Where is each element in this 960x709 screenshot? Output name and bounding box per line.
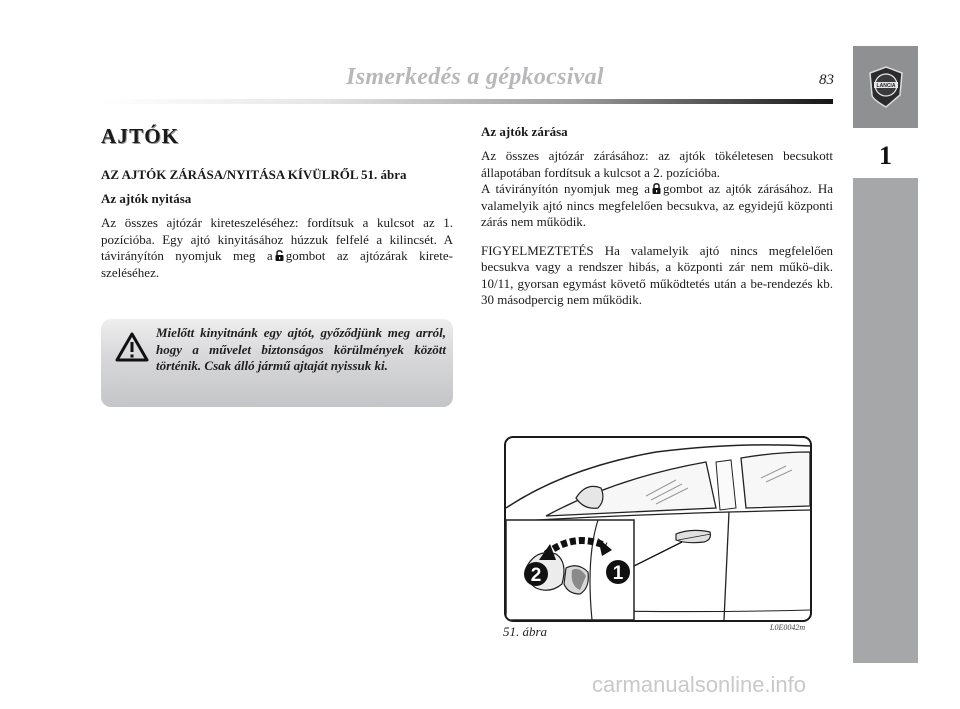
door-figure <box>504 436 812 622</box>
car-door-illustration <box>506 438 810 620</box>
closing-text-before: A távirányítón nyomjuk meg a <box>481 181 650 196</box>
figure-caption: 51. ábra <box>503 624 548 639</box>
right-column <box>481 124 833 309</box>
lock-icon <box>652 183 661 194</box>
closing-text-after: gombot az ajtók zárásához. Ha valamelyik ajtó nincs megfelelően becsukva, az egyidejű központi zárás nem működik. <box>481 181 833 229</box>
warning-triangle-icon <box>115 332 149 362</box>
chapter-number: 1 <box>879 141 892 170</box>
page-number: 83 <box>819 72 834 88</box>
closing-paragraph-1: Az összes ajtózár zárásához: az ajtók tökéletesen becsukott állapotában fordítsuk a kulcsot a 2. pozícióba. <box>481 148 833 180</box>
lancia-shield-logo-icon <box>866 65 906 109</box>
watermark-text: carmanualsonline.info <box>592 672 807 697</box>
warning-paragraph: FIGYELMEZTETÉS Ha valamelyik ajtó nincs megfelelően becsukva vagy a rendszer hibás, a központi zár nem műkö-dik. 10/11, gyorsan egymást követő működtetés után a be-rendezés kb. 30 másodpercig nem működik. <box>481 242 833 307</box>
closing-paragraph-2 <box>481 181 833 231</box>
warning-text: Mielőtt kinyitnánk egy ajtót, győződjünk meg arról, hogy a művelet biztonságos körülmények között történik. Csak álló jármű ajtaját nyissuk ki. <box>156 325 446 373</box>
unlock-icon <box>275 250 284 261</box>
warning-box <box>101 319 453 407</box>
header-rule <box>100 99 833 104</box>
figure-code: L0E0042m <box>770 623 806 632</box>
left-column <box>101 120 453 281</box>
opening-subheading: Az ajtók nyitása <box>101 191 192 206</box>
closing-subheading: Az ajtók zárása <box>481 124 568 139</box>
opening-paragraph <box>101 215 453 281</box>
logo-box <box>853 46 918 128</box>
section-heading: AZ AJTÓK ZÁRÁSA/NYITÁSA KÍVÜLRŐL 51. ábra <box>101 167 407 182</box>
chapter-sidebar <box>853 46 918 663</box>
logo-text: LANCIA <box>876 83 895 89</box>
callout-2: 2 <box>530 565 542 586</box>
opening-text-after: gombot az ajtózárak kirete-szeléséhez. <box>101 248 453 280</box>
callout-1: 1 <box>612 563 624 584</box>
section-title: AJTÓK <box>101 124 180 148</box>
opening-text-before: Az összes ajtózár kireteszeléséhez: fordítsuk a kulcsot az 1. pozícióba. Egy ajtó kinyitásához húzzuk felfelé a kilincsét. A távirányítón nyomjuk meg a <box>101 215 453 263</box>
chapter-box <box>853 134 918 178</box>
page-header-title: Ismerkedés a gépkocsival <box>346 64 604 90</box>
